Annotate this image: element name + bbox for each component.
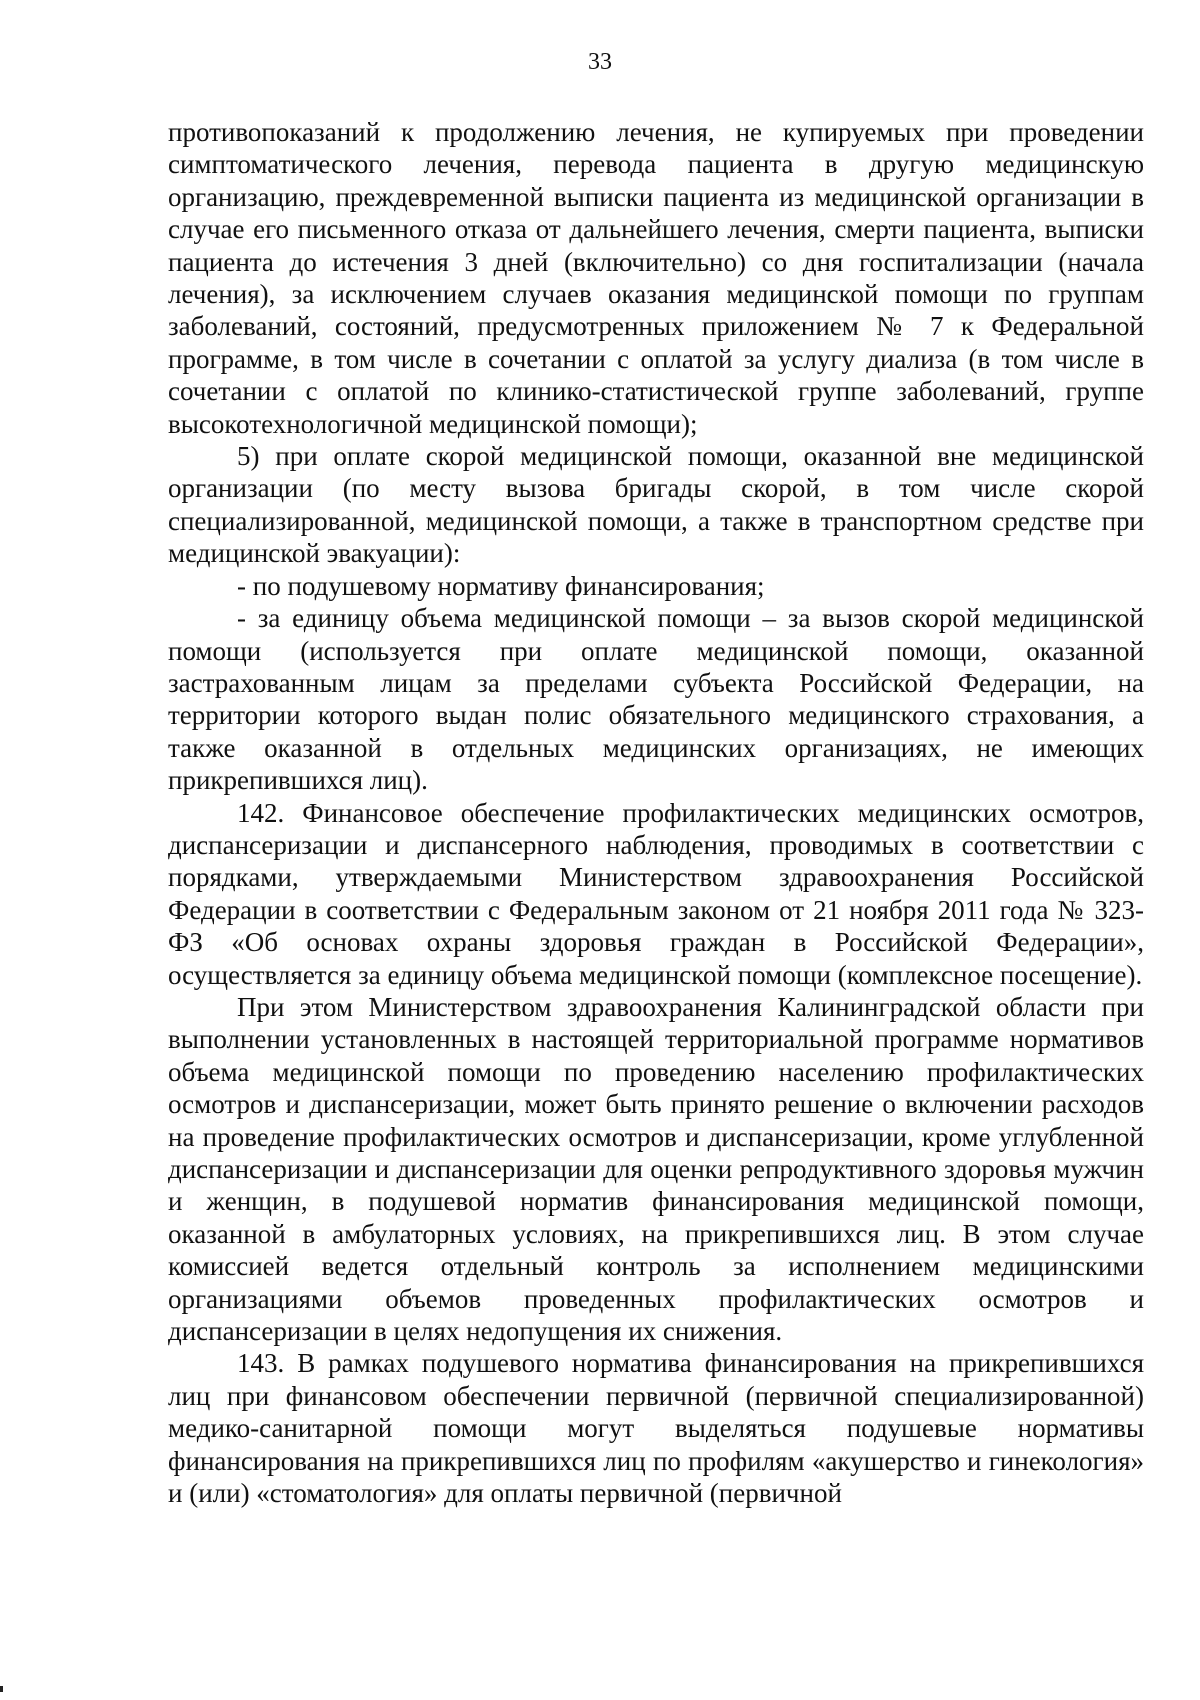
scan-artifact-mark — [0, 1686, 3, 1692]
paragraph-142: 142. Финансовое обеспечение профилактических медицинских осмотров, диспансеризации и диспансерного наблюдения, проводимых в соответствии с порядками, утверждаемыми Министерством здравоохранения Российской Федерации в соответствии с Федеральным законом от 21 ноября 2011 года № 323-ФЗ «Об основах охраны здоровья граждан в Российской Федерации», осуществляется за единицу объема медицинской помощи (комплексное посещение). — [168, 797, 1144, 990]
paragraph-item-5: 5) при оплате скорой медицинской помощи, оказанной вне медицинской организации (по месту вызова бригады скорой, в том числе скорой специализированной, медицинской помощи, а также в транспортном средстве при медицинской эвакуации): — [168, 441, 1144, 569]
paragraph-dash-capitation: - по подушевому нормативу финансирования; — [237, 570, 765, 601]
document-body — [168, 116, 1144, 1509]
paragraph-dash-unit-volume: - за единицу объема медицинской помощи – за вызов скорой медицинской помощи (используется при оплате медицинской помощи, оказанной застрахованным лицам за пределами субъекта Российской Федерации, на территории которого выдан полис обязательного медицинского страхования, а также оказанной в отдельных медицинских организациях, не имеющих прикрепившихся лиц). — [168, 603, 1144, 796]
page-number: 33 — [588, 49, 612, 75]
paragraph-continuation: противопоказаний к продолжению лечения, не купируемых при проведении симптоматического лечения, перевода пациента в другую медицинскую организацию, преждевременной выписки пациента из медицинской организации в случае его письменного отказа от дальнейшего лечения, смерти пациента, выписки пациента до истечения 3 дней (включительно) со дня госпитализации (начала лечения), за исключением случаев оказания медицинской помощи по группам заболеваний, состояний, предусмотренных приложением № 7 к Федеральной программе, в том числе в сочетании с оплатой за услугу диализа (в том числе в сочетании с оплатой по клинико-статистической группе заболеваний, группе высокотехнологичной медицинской помощи); — [168, 117, 1144, 439]
paragraph-ministry-decision: При этом Министерством здравоохранения Калининградской области при выполнении установленных в настоящей территориальной программе нормативов объема медицинской помощи по проведению населению профилактических осмотров и диспансеризации, может быть принято решение о включении расходов на проведение профилактических осмотров и диспансеризации, кроме углубленной диспансеризации и диспансеризации для оценки репродуктивного здоровья мужчин и женщин, в подушевой норматив финансирования медицинской помощи, оказанной в амбулаторных условиях, на прикрепившихся лиц. В этом случае комиссией ведется отдельный контроль за исполнением медицинскими организациями объемов проведенных профилактических осмотров и диспансеризации в целях недопущения их снижения. — [168, 991, 1144, 1347]
paragraph-143: 143. В рамках подушевого норматива финансирования на прикрепившихся лиц при финансовом обеспечении первичной (первичной специализированной) медико-санитарной помощи могут выделяться подушевые нормативы финансирования на прикрепившихся лиц по профилям «акушерство и гинекология» и (или) «стоматология» для оплаты первичной (первичной — [168, 1348, 1144, 1509]
